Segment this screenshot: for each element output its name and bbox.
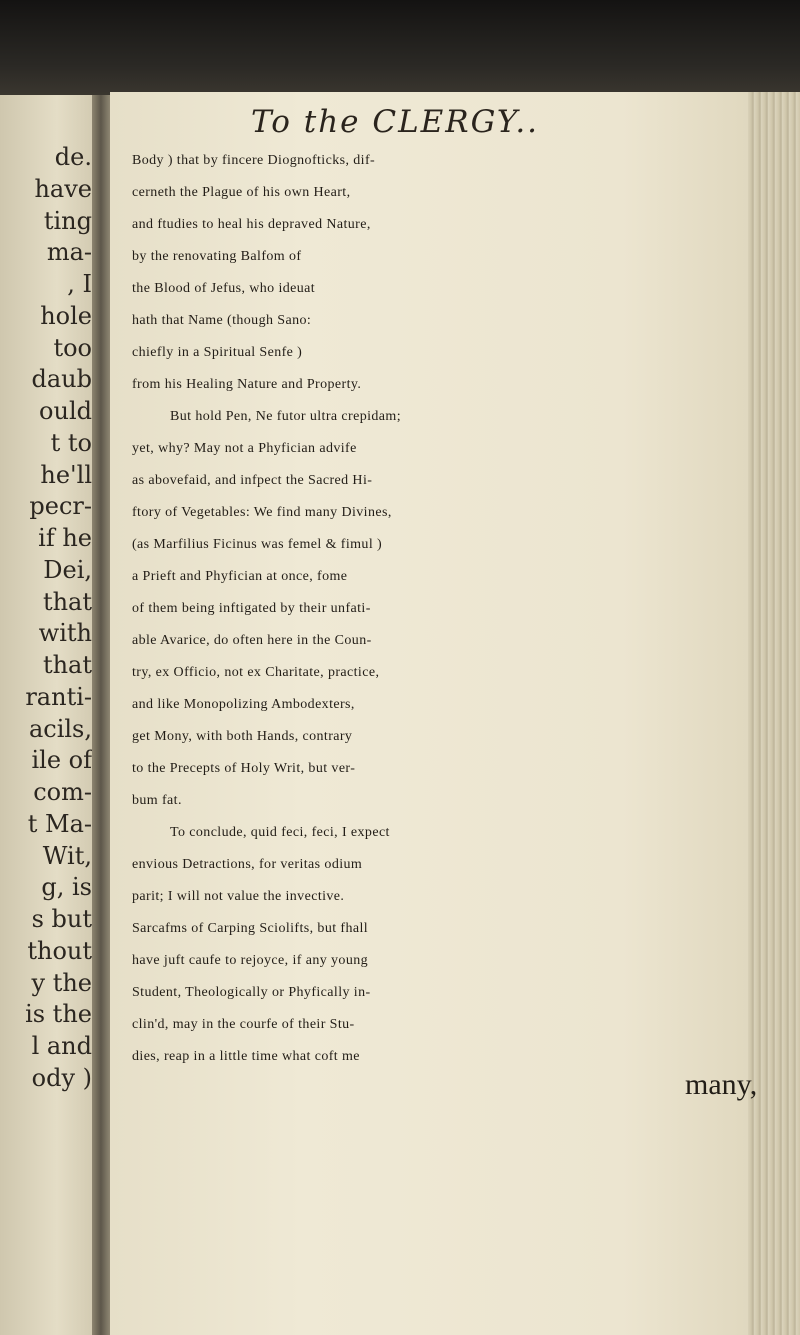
left-page-fragment: with: [38, 619, 92, 647]
text-line: ftory of Vegetables: We find many Divines,: [132, 505, 392, 520]
left-page-fragment: have: [34, 175, 92, 203]
left-page-fragment: is the: [25, 1000, 92, 1028]
left-page-fragment: daub: [31, 365, 92, 393]
left-page-fragment: g, is: [41, 873, 92, 901]
text-line: (as Marfilius Ficinus was femel & fimul ): [132, 537, 383, 552]
left-page-fragment: ould: [39, 397, 92, 425]
left-page-fragment: de.: [54, 143, 92, 171]
left-page-fragment: that: [42, 651, 92, 679]
text-line: To conclude, quid feci, feci, I expect: [170, 825, 390, 840]
text-line: But hold Pen, Ne futor ultra crepidam;: [170, 409, 401, 424]
left-page-fragment: pecr-: [29, 492, 92, 520]
text-line: get Mony, with both Hands, contrary: [132, 729, 353, 744]
text-line: yet, why? May not a Phyfician advife: [132, 441, 357, 456]
text-line: a Prieft and Phyfician at once, fome: [132, 569, 348, 584]
left-page-fragment: too: [53, 334, 92, 362]
left-page-fragment: if he: [38, 524, 92, 552]
left-page-fragment: that: [42, 588, 92, 616]
left-page-fragment: thout: [27, 937, 92, 965]
text-line: by the renovating Balfom of: [132, 249, 302, 264]
text-line: have juft caufe to rejoyce, if any young: [132, 953, 369, 968]
left-page-fragment: ranti-: [25, 683, 92, 711]
text-line: envious Detractions, for veritas odium: [132, 857, 363, 872]
left-page-fragment: ting: [43, 207, 92, 235]
text-line: Body ) that by fincere Diognofticks, dif-: [132, 153, 376, 168]
left-page-fragment: y the: [31, 969, 92, 997]
left-page-fragment: t Ma-: [27, 810, 92, 838]
text-line: bum fat.: [132, 793, 182, 808]
text-line: try, ex Officio, not ex Charitate, practice,: [132, 665, 380, 680]
page-edges: [748, 92, 800, 1335]
text-line: dies, reap in a little time what coft me: [132, 1049, 360, 1064]
text-line: chiefly in a Spiritual Senfe ): [132, 345, 303, 360]
left-page-fragment: , I: [67, 270, 92, 298]
left-page-fragment: l and: [31, 1032, 92, 1060]
left-page-fragment: acils,: [28, 715, 92, 743]
left-page-fragment: he'll: [40, 461, 92, 489]
left-page-fragment: ody ): [31, 1064, 92, 1092]
text-line: hath that Name (though Sano:: [132, 313, 312, 328]
text-line: as abovefaid, and infpect the Sacred Hi-: [132, 473, 373, 488]
text-line: and ftudies to heal his depraved Nature,: [132, 217, 371, 232]
left-page-fragment: hole: [40, 302, 92, 330]
left-page-fragment: ile of: [31, 746, 92, 774]
text-line: the Blood of Jefus, who ideuat: [132, 281, 316, 296]
catchword: many,: [685, 1068, 758, 1101]
left-page-fragment: Dei,: [43, 556, 92, 584]
text-line: and like Monopolizing Ambodexters,: [132, 697, 355, 712]
text-line: parit; I will not value the invective.: [132, 889, 345, 904]
running-head: To the CLERGY..: [250, 104, 540, 140]
text-line: cerneth the Plague of his own Heart,: [132, 185, 351, 200]
left-facing-page: [0, 95, 95, 1335]
text-line: to the Precepts of Holy Writ, but ver-: [132, 761, 356, 776]
left-page-fragment: com-: [33, 778, 92, 806]
left-page-fragment: s but: [31, 905, 92, 933]
left-page-fragment: ma-: [46, 238, 92, 266]
text-line: Student, Theologically or Phyfically in-: [132, 985, 371, 1000]
left-page-fragment: t to: [50, 429, 92, 457]
text-line: Sarcafms of Carping Sciolifts, but fhall: [132, 921, 369, 936]
text-line: clin'd, may in the courfe of their Stu-: [132, 1017, 355, 1032]
text-line: able Avarice, do often here in the Coun-: [132, 633, 372, 648]
top-shadow: [0, 0, 800, 95]
text-line: of them being inftigated by their unfati-: [132, 601, 371, 616]
text-line: from his Healing Nature and Property.: [132, 377, 362, 392]
left-page-fragment: Wit,: [42, 842, 92, 870]
